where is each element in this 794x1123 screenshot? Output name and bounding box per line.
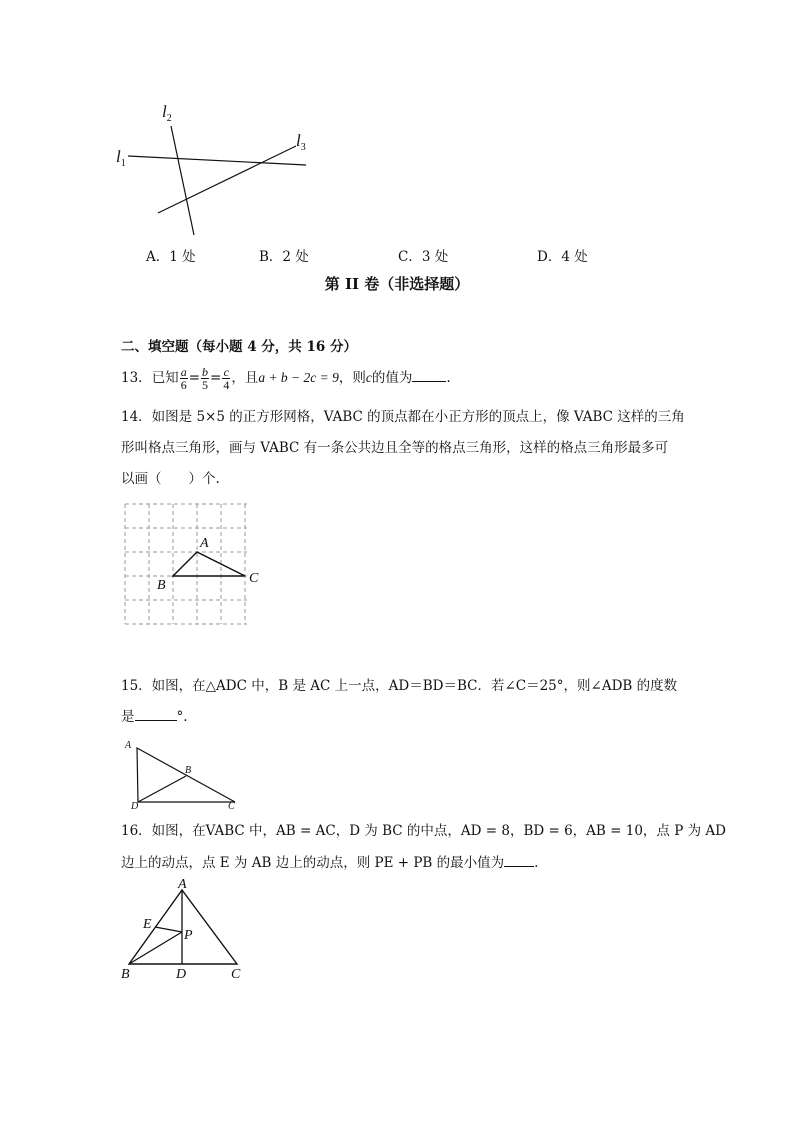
q16-answer-blank[interactable] [504, 852, 534, 867]
q15-label-a: A [125, 740, 132, 751]
q14-line-2: 形叫格点三角形，画与 VABC 有一条公共边且全等的格点三角形，这样的格点三角形最多可 [121, 440, 669, 456]
q16-label-e: E [143, 917, 152, 932]
q15-line2-pre: 是 [121, 709, 135, 725]
segment-bd [138, 776, 186, 802]
q15-label-c: C [228, 801, 235, 811]
q13-answer-blank[interactable] [412, 367, 446, 382]
triangle-adc-figure [120, 736, 250, 811]
line-l3 [158, 146, 296, 213]
q16-label-a: A [178, 877, 187, 892]
q14-label-c: C [249, 571, 259, 586]
grid-lines [125, 504, 247, 624]
q13-tail: 的值为 [371, 370, 413, 386]
q15-line-1: 15．如图，在△ADC 中，B 是 AC 上一点，AD＝BD＝BC．若∠C＝25°，则∠ADB 的度数 [121, 678, 678, 694]
q16-line2-text: 边上的动点，点 E 为 AB 边上的动点，则 PE + PB 的最小值为 [121, 855, 505, 871]
line-l2 [171, 126, 194, 235]
q14-line-1: 14．如图是 5×5 的正方形网格，VABC 的顶点都在小正方形的顶点上，像 VABC 这样的三角 [121, 409, 685, 425]
q16-label-p: P [184, 928, 193, 943]
fraction-b-5: $\frac{b}{5}$ [202, 365, 208, 392]
q13-cond: ，且 [231, 370, 259, 386]
q15-answer-blank[interactable] [135, 706, 177, 721]
lines-figure [110, 100, 320, 240]
q13-expression: a + b − 2c = 9 [258, 370, 339, 385]
q16-line-1: 16．如图，在VABC 中，AB = AC，D 为 BC 的中点，AD = 8，BD = 6，AB = 10，点 P 为 AD [121, 823, 726, 839]
q15-label-b: B [185, 765, 192, 776]
label-l2: $l_2$ [162, 102, 172, 124]
label-l3: $l_3$ [296, 131, 306, 153]
q13-end: . [446, 370, 451, 386]
section-heading: 二、填空题（每小题 4 分，共 16 分） [121, 339, 357, 355]
label-l1: $l_1$ [116, 147, 126, 169]
question-13 [121, 364, 451, 392]
q13-var: c [365, 370, 372, 385]
q15-line-2 [121, 706, 188, 727]
line-l1 [128, 156, 306, 165]
q13-equals-1: = [188, 370, 200, 386]
triangle-abc-pe-figure [115, 876, 255, 982]
q16-label-d: D [176, 967, 187, 982]
section-title: 第 II 卷（非选择题） [324, 275, 470, 293]
fraction-a-6: $\frac{a}{6}$ [180, 365, 187, 392]
q13-number: 13． [121, 370, 152, 386]
q16-line-2 [121, 852, 538, 873]
grid-figure [120, 500, 260, 630]
q15-line2-post: °. [176, 709, 188, 725]
q14-line-3: 以画（ ）个. [121, 471, 220, 487]
segment-pb [129, 932, 182, 964]
option-b[interactable]: B．2 处 [259, 249, 309, 265]
q16-label-c: C [231, 967, 241, 982]
segment-ep [155, 927, 182, 932]
q14-label-a: A [200, 536, 209, 551]
option-d[interactable]: D．4 处 [537, 249, 588, 265]
q14-label-b: B [157, 578, 166, 593]
q13-equals-2: = [210, 370, 222, 386]
q16-line2-end: . [534, 855, 539, 871]
q13-post: ，则 [338, 370, 366, 386]
q16-label-b: B [121, 967, 130, 982]
q15-label-d: D [131, 801, 139, 811]
option-c[interactable]: C．3 处 [398, 249, 449, 265]
q13-pre: 已知 [151, 370, 179, 386]
option-a[interactable]: A．1 处 [146, 249, 196, 265]
fraction-c-4: $\frac{c}{4}$ [223, 365, 230, 392]
triangle-abc [173, 552, 245, 576]
